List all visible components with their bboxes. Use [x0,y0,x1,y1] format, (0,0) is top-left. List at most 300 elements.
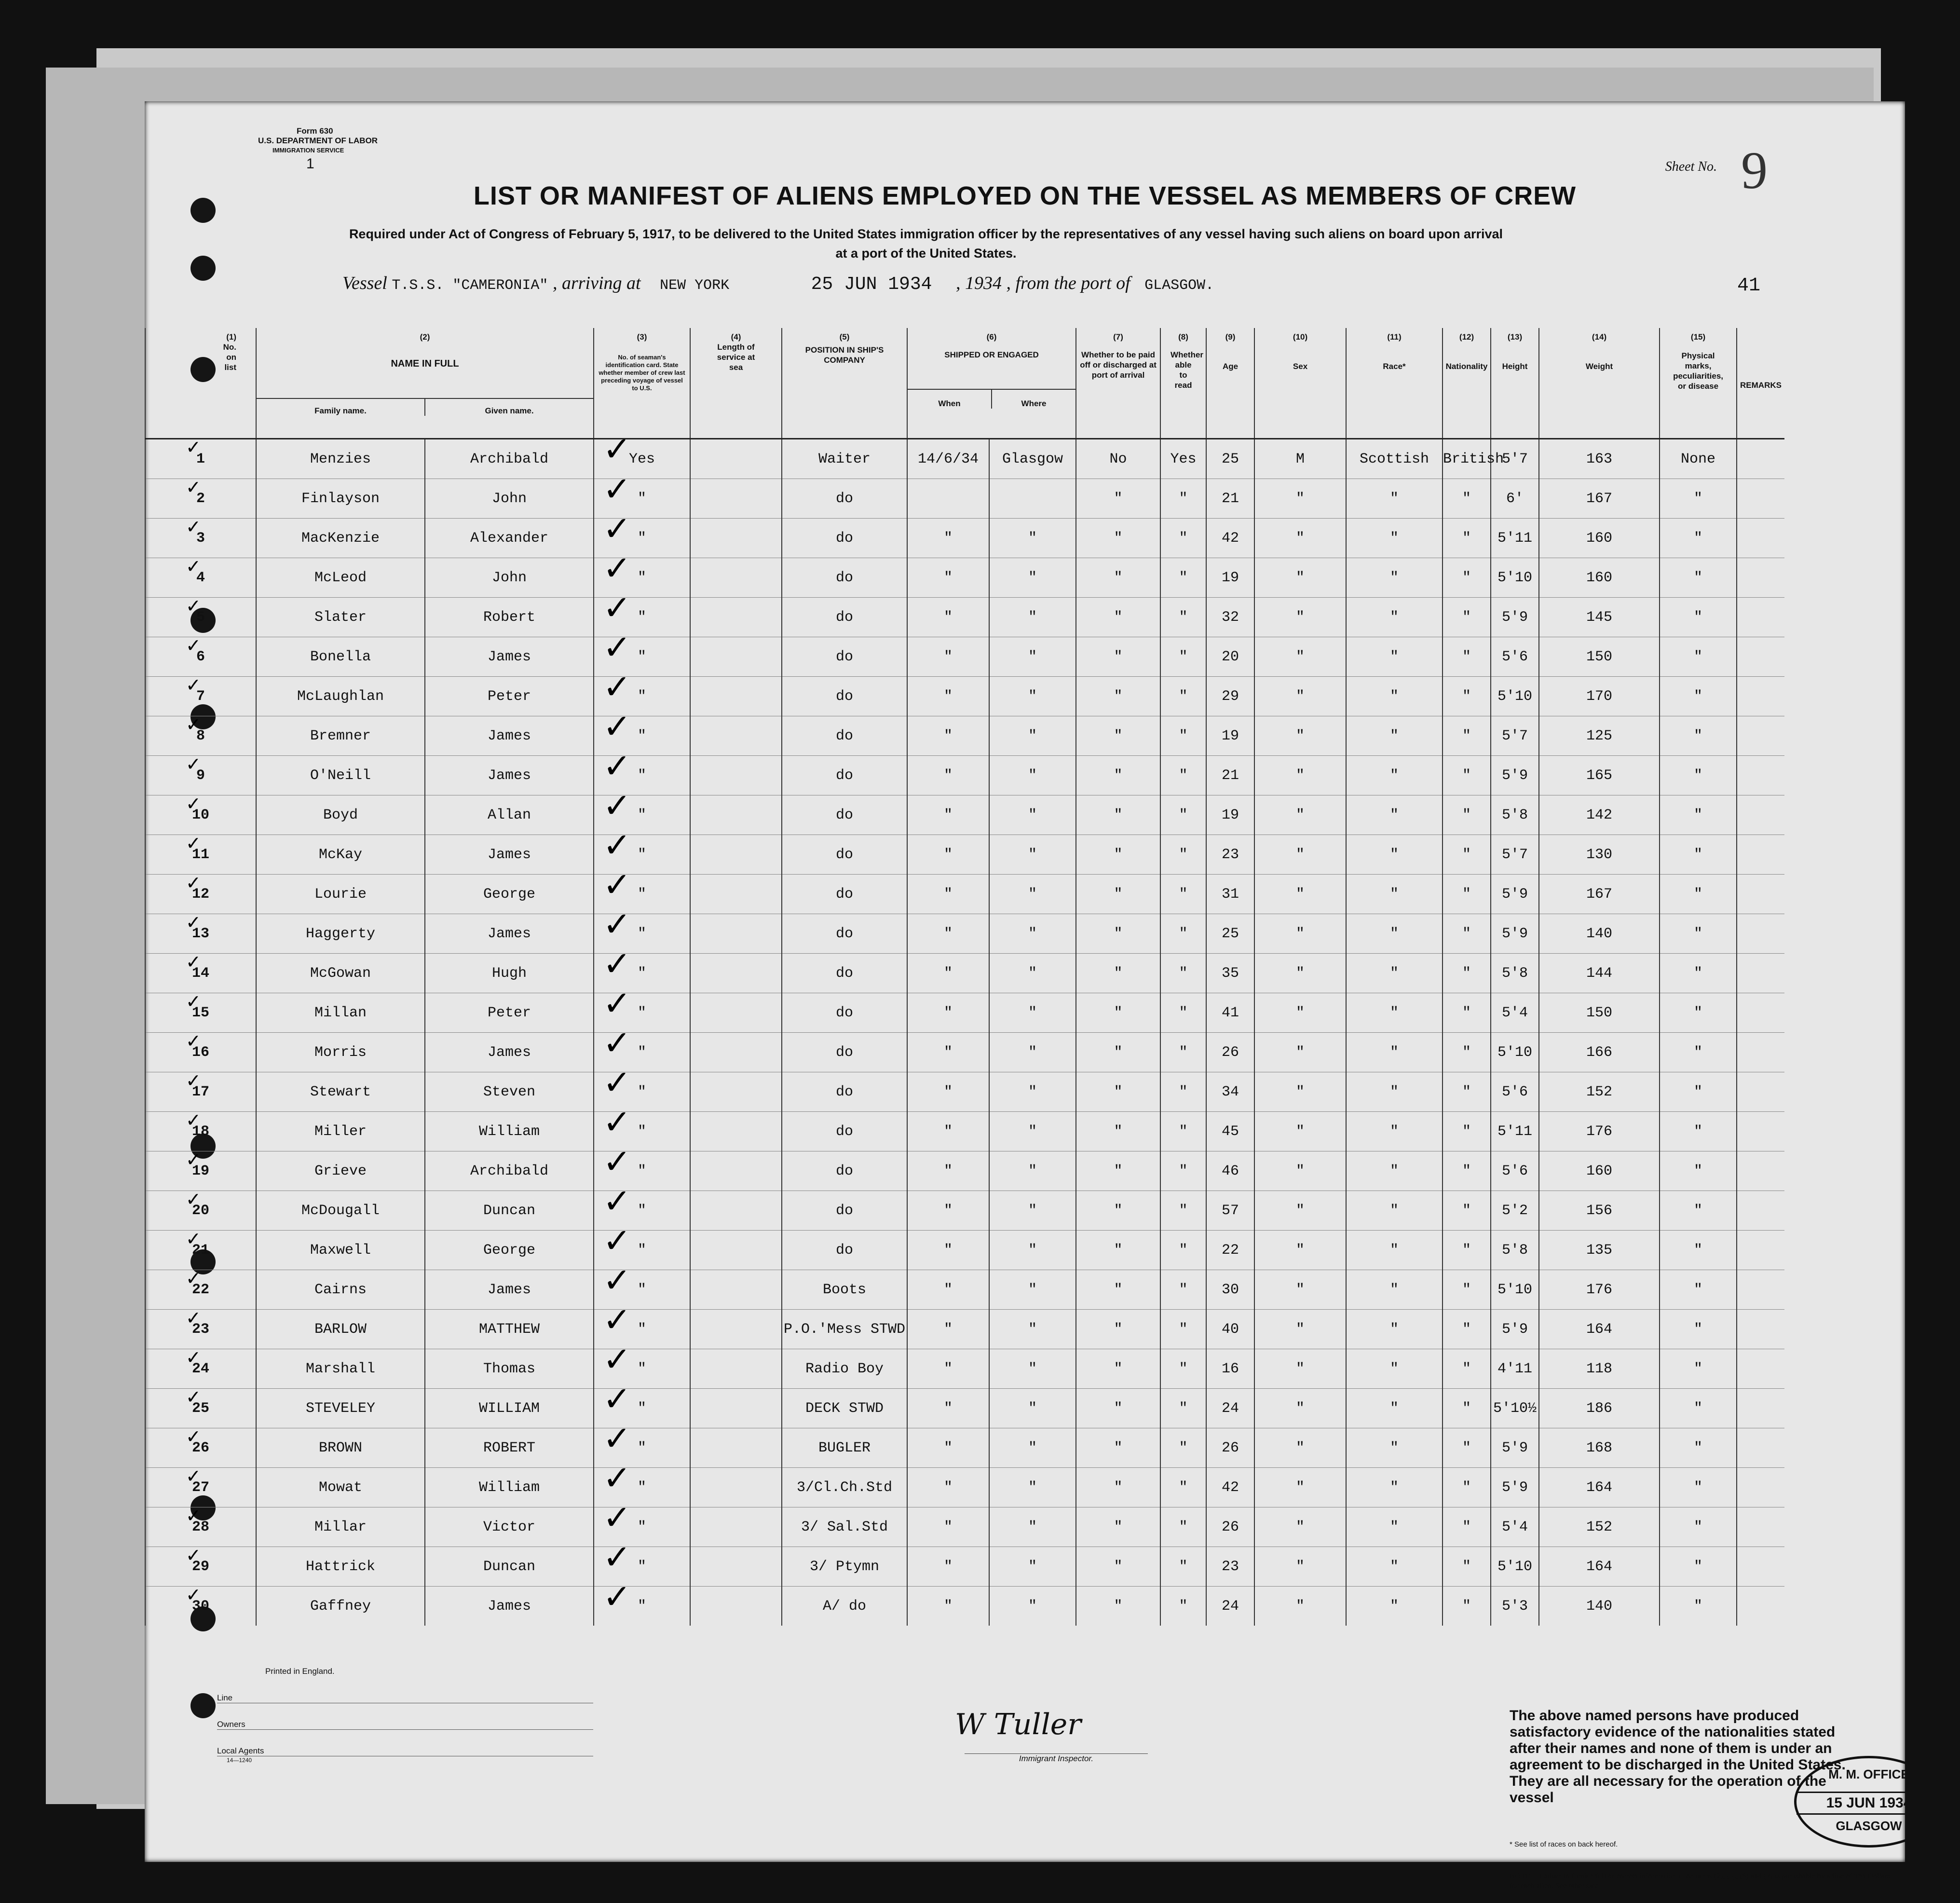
cell-given: James [425,1270,594,1310]
cell-no: 29 [145,1547,256,1587]
cell-no: 27 [145,1468,256,1507]
check-mark-icon: ✓ [186,1584,201,1605]
check-mark-icon: ✓ [603,865,631,904]
cell-age: 19 [1206,558,1254,598]
cell-age: 25 [1206,439,1254,479]
cell-weight: 125 [1539,716,1660,756]
cell-card: " [594,1072,690,1112]
cell-given: Archibald [425,1151,594,1191]
cell-nationality: " [1443,1468,1491,1507]
check-mark-icon: ✓ [186,1347,201,1368]
cell-nationality: " [1443,1547,1491,1587]
cell-family: Haggerty [256,914,425,954]
cell-paid: " [1076,1033,1160,1072]
cell-age: 26 [1206,1033,1254,1072]
table-row [145,1587,1784,1626]
cell-marks: " [1660,1468,1737,1507]
cell-family: STEVELEY [256,1389,425,1428]
cell-height: 5'10 [1491,558,1539,598]
check-mark-icon: ✓ [186,1189,201,1210]
cell-no: 24 [145,1349,256,1389]
cell-sex: " [1254,835,1346,875]
cell-service [690,993,782,1033]
cell-sex: " [1254,1270,1346,1310]
cell-weight: 150 [1539,637,1660,677]
cell-no: 20 [145,1191,256,1231]
cell-remarks [1737,519,1784,558]
cell-read: " [1160,637,1206,677]
check-mark-icon: ✓ [186,1505,201,1526]
cell-family: Finlayson [256,479,425,519]
cell-sex: " [1254,1231,1346,1270]
cell-age: 42 [1206,1468,1254,1507]
cell-service [690,1191,782,1231]
cell-given: Archibald [425,439,594,479]
cell-family: McDougall [256,1191,425,1231]
cell-read: " [1160,1310,1206,1349]
cell-nationality: " [1443,1428,1491,1468]
cell-where: " [989,1507,1076,1547]
check-mark-icon: ✓ [186,1268,201,1289]
cell-weight: 164 [1539,1547,1660,1587]
cell-family: McLeod [256,558,425,598]
cell-when: " [907,914,989,954]
cell-position: Boots [782,1270,907,1310]
cell-remarks [1737,1112,1784,1151]
cell-service [690,835,782,875]
cell-race: " [1346,598,1443,637]
cell-no: 18 [145,1112,256,1151]
cell-marks: " [1660,1389,1737,1428]
check-mark-icon: ✓ [186,556,201,577]
cell-age: 24 [1206,1389,1254,1428]
manifest-page [145,101,1912,1890]
cell-given: George [425,875,594,914]
check-mark-icon: ✓ [186,951,201,972]
check-mark-icon: ✓ [186,1030,201,1052]
cell-read: " [1160,716,1206,756]
col-card: (3) No. of seaman's identification card. State whether member of crew last preceding voyage of vessel to U.S. [594,328,690,439]
cell-where: " [989,1151,1076,1191]
cell-service [690,1151,782,1191]
cell-given: Duncan [425,1547,594,1587]
cell-height: 5'8 [1491,954,1539,993]
table-row [145,1072,1784,1112]
cell-weight: 152 [1539,1507,1660,1547]
cell-read: " [1160,835,1206,875]
cell-paid: " [1076,914,1160,954]
cell-sex: " [1254,1547,1346,1587]
cell-sex: " [1254,558,1346,598]
cell-race: " [1346,875,1443,914]
cell-nationality: " [1443,1033,1491,1072]
table-row [145,479,1784,519]
cell-nationality: " [1443,677,1491,716]
table-row [145,716,1784,756]
cell-remarks [1737,1270,1784,1310]
cell-marks: " [1660,637,1737,677]
cell-family: Lourie [256,875,425,914]
table-row [145,1349,1784,1389]
cell-when: " [907,1270,989,1310]
table-row [145,875,1784,914]
col-sex: (10) Sex [1254,328,1346,439]
cell-sex: " [1254,1507,1346,1547]
cell-family: Marshall [256,1349,425,1389]
cell-family: Slater [256,598,425,637]
cell-no: 8 [145,716,256,756]
cell-position: do [782,637,907,677]
cell-no: 6 [145,637,256,677]
cell-weight: 168 [1539,1428,1660,1468]
cell-where: " [989,716,1076,756]
col-no: (1) No. on list [145,328,256,439]
check-mark-icon: ✓ [186,1465,201,1487]
cell-height: 5'9 [1491,756,1539,795]
cell-card: " [594,1191,690,1231]
check-mark-icon: ✓ [186,1228,201,1249]
cell-given: Thomas [425,1349,594,1389]
cell-read: " [1160,558,1206,598]
cell-race: " [1346,1587,1443,1626]
cell-remarks [1737,835,1784,875]
cell-height: 4'11 [1491,1349,1539,1389]
cell-card: " [594,1389,690,1428]
check-mark-icon: ✓ [603,548,631,588]
cell-card: " [594,558,690,598]
cell-marks: " [1660,1349,1737,1389]
table-row [145,558,1784,598]
agents-number: 14—1240 [227,1757,252,1764]
check-mark-icon: ✓ [603,1142,631,1181]
cell-nationality: " [1443,875,1491,914]
check-mark-icon: ✓ [186,1070,201,1091]
cell-position: do [782,1231,907,1270]
cell-service [690,1349,782,1389]
cell-marks: " [1660,993,1737,1033]
cell-card: " [594,1428,690,1468]
cell-remarks [1737,637,1784,677]
col-remarks: REMARKS [1737,328,1784,439]
cell-sex: " [1254,1033,1346,1072]
cell-family: Millan [256,993,425,1033]
cell-height: 5'10 [1491,1033,1539,1072]
cell-no: 5 [145,598,256,637]
check-mark-icon: ✓ [603,1577,631,1616]
cell-race: " [1346,1547,1443,1587]
cell-height: 5'11 [1491,1112,1539,1151]
table-row [145,1033,1784,1072]
penalty-note: NOTE.—Failure to furnish full or correct information in columns (2), (5), (6) and (7) is punishable by a fine of Ten Dollars for each alien. See other side. [1510,1872,1891,1890]
cell-card: Yes [594,439,690,479]
cell-race: " [1346,519,1443,558]
cell-card: " [594,637,690,677]
cell-age: 41 [1206,993,1254,1033]
cell-marks: None [1660,439,1737,479]
check-mark-icon: ✓ [186,1149,201,1170]
cell-no: 11 [145,835,256,875]
cell-read: " [1160,1428,1206,1468]
cell-position: do [782,519,907,558]
cell-nationality: " [1443,1507,1491,1547]
cell-given: MATTHEW [425,1310,594,1349]
cell-where: " [989,1468,1076,1507]
cell-read: " [1160,795,1206,835]
cell-when: " [907,519,989,558]
cell-when: " [907,993,989,1033]
cell-paid: " [1076,835,1160,875]
cell-family: BROWN [256,1428,425,1468]
arrival-port: NEW YORK [660,277,730,294]
cell-weight: 118 [1539,1349,1660,1389]
cell-remarks [1737,875,1784,914]
cell-service [690,875,782,914]
cell-service [690,1310,782,1349]
department: U.S. DEPARTMENT OF LABOR [258,136,378,145]
cell-family: Miller [256,1112,425,1151]
check-mark-icon: ✓ [603,1419,631,1458]
cell-read: " [1160,1349,1206,1389]
cell-card: " [594,954,690,993]
cell-given: Victor [425,1507,594,1547]
cell-age: 22 [1206,1231,1254,1270]
cell-height: 5'7 [1491,716,1539,756]
cell-marks: " [1660,756,1737,795]
cell-remarks [1737,795,1784,835]
header-row [145,328,1784,439]
cell-card: " [594,716,690,756]
cell-nationality: " [1443,1349,1491,1389]
cell-no: 30 [145,1587,256,1626]
cell-paid: " [1076,558,1160,598]
cell-service [690,914,782,954]
cell-marks: " [1660,1507,1737,1547]
table-row [145,1468,1784,1507]
check-mark-icon: ✓ [603,628,631,667]
cell-service [690,795,782,835]
page-number: 41 [1737,275,1760,297]
cell-age: 25 [1206,914,1254,954]
cell-where: " [989,795,1076,835]
cell-paid: " [1076,1310,1160,1349]
cell-paid: " [1076,1468,1160,1507]
cell-race: " [1346,1389,1443,1428]
cell-age: 46 [1206,1151,1254,1191]
cell-weight: 166 [1539,1033,1660,1072]
cell-height: 6' [1491,479,1539,519]
cell-given: James [425,716,594,756]
cell-race: " [1346,677,1443,716]
cell-family: Morris [256,1033,425,1072]
cell-when: " [907,1349,989,1389]
cell-paid: " [1076,1270,1160,1310]
table-row [145,439,1784,479]
cell-remarks [1737,1191,1784,1231]
cell-marks: " [1660,1072,1737,1112]
cell-nationality: " [1443,795,1491,835]
table-row [145,677,1784,716]
cell-service [690,479,782,519]
cell-paid: " [1076,1587,1160,1626]
cell-sex: " [1254,1191,1346,1231]
table-row [145,1231,1784,1270]
cell-nationality: British [1443,439,1491,479]
cell-height: 5'10 [1491,1270,1539,1310]
cell-service [690,1428,782,1468]
cell-marks: " [1660,598,1737,637]
cell-age: 42 [1206,519,1254,558]
check-mark-icon: ✓ [186,1545,201,1566]
cell-age: 19 [1206,795,1254,835]
cell-when: " [907,558,989,598]
cell-race: " [1346,756,1443,795]
table-row [145,1112,1784,1151]
cell-nationality: " [1443,637,1491,677]
cell-sex: " [1254,479,1346,519]
cell-given: James [425,914,594,954]
cell-when: " [907,1468,989,1507]
check-mark-icon: ✓ [603,1340,631,1379]
departure-port: GLASGOW. [1144,277,1214,294]
cell-age: 30 [1206,1270,1254,1310]
col-age: (9) Age [1206,328,1254,439]
cell-race: Scottish [1346,439,1443,479]
cell-no: 7 [145,677,256,716]
cell-read: " [1160,954,1206,993]
cell-height: 5'4 [1491,1507,1539,1547]
cell-no: 15 [145,993,256,1033]
cell-weight: 142 [1539,795,1660,835]
cell-position: do [782,479,907,519]
cell-race: " [1346,1231,1443,1270]
cell-when: " [907,677,989,716]
check-mark-icon: ✓ [186,714,201,735]
cell-card: " [594,835,690,875]
cell-when: " [907,954,989,993]
cell-position: DECK STWD [782,1389,907,1428]
cell-remarks [1737,716,1784,756]
cell-card: " [594,1547,690,1587]
cell-race: " [1346,1270,1443,1310]
cell-sex: " [1254,954,1346,993]
cell-nationality: " [1443,1072,1491,1112]
cell-marks: " [1660,1033,1737,1072]
check-mark-icon: ✓ [186,1386,201,1408]
cell-given: James [425,835,594,875]
cell-paid: " [1076,677,1160,716]
cell-where: " [989,954,1076,993]
cell-sex: " [1254,1151,1346,1191]
cell-race: " [1346,1033,1443,1072]
cell-nationality: " [1443,1310,1491,1349]
check-mark-icon: ✓ [603,786,631,825]
cell-age: 20 [1206,637,1254,677]
cell-service [690,558,782,598]
check-mark-icon: ✓ [186,437,201,458]
table-row [145,954,1784,993]
cell-no: 21 [145,1231,256,1270]
check-mark-icon: ✓ [603,1498,631,1537]
cell-position: do [782,1151,907,1191]
cell-service [690,1033,782,1072]
cell-no: 1 [145,439,256,479]
cell-when: " [907,1033,989,1072]
cell-height: 5'7 [1491,835,1539,875]
cell-read: " [1160,1468,1206,1507]
cell-no: 12 [145,875,256,914]
cell-card: " [594,1270,690,1310]
cell-height: 5'10 [1491,1547,1539,1587]
cell-nationality: " [1443,1231,1491,1270]
table-row [145,1428,1784,1468]
cell-paid: " [1076,993,1160,1033]
sheet-label: Sheet No. [1665,159,1717,174]
table-row [145,1151,1784,1191]
cell-read: Yes [1160,439,1206,479]
cell-race: " [1346,954,1443,993]
cell-race: " [1346,1112,1443,1151]
cell-position: do [782,598,907,637]
cell-no: 25 [145,1389,256,1428]
cell-sex: " [1254,1310,1346,1349]
cell-read: " [1160,1389,1206,1428]
cell-paid: " [1076,716,1160,756]
check-mark-icon: ✓ [186,1307,201,1328]
cell-given: Peter [425,677,594,716]
cell-card: " [594,479,690,519]
cell-marks: " [1660,1151,1737,1191]
col-height: (13) Height [1491,328,1539,439]
cell-read: " [1160,914,1206,954]
cell-height: 5'7 [1491,439,1539,479]
cell-position: 3/ Ptymn [782,1547,907,1587]
cell-family: Cairns [256,1270,425,1310]
cell-height: 5'2 [1491,1191,1539,1231]
cell-no: 28 [145,1507,256,1547]
check-mark-icon: ✓ [603,746,631,786]
cell-given: Robert [425,598,594,637]
cell-age: 31 [1206,875,1254,914]
cell-read: " [1160,993,1206,1033]
cell-no: 16 [145,1033,256,1072]
cell-no: 3 [145,519,256,558]
cell-given: James [425,756,594,795]
cell-where: " [989,835,1076,875]
cell-remarks [1737,1507,1784,1547]
cell-card: " [594,875,690,914]
cell-family: Stewart [256,1072,425,1112]
cell-read: " [1160,1507,1206,1547]
cell-given: James [425,1587,594,1626]
cell-sex: " [1254,1468,1346,1507]
cell-no: 23 [145,1310,256,1349]
cell-marks: " [1660,835,1737,875]
cell-where: " [989,1349,1076,1389]
cell-where: " [989,1191,1076,1231]
cell-age: 23 [1206,835,1254,875]
cell-weight: 156 [1539,1191,1660,1231]
cell-given: Peter [425,993,594,1033]
cell-age: 45 [1206,1112,1254,1151]
check-mark-icon: ✓ [603,1181,631,1221]
cell-read: " [1160,519,1206,558]
cell-position: do [782,914,907,954]
cell-when: " [907,637,989,677]
cell-position: Waiter [782,439,907,479]
cell-marks: " [1660,558,1737,598]
cell-family: Hattrick [256,1547,425,1587]
cell-weight: 164 [1539,1468,1660,1507]
